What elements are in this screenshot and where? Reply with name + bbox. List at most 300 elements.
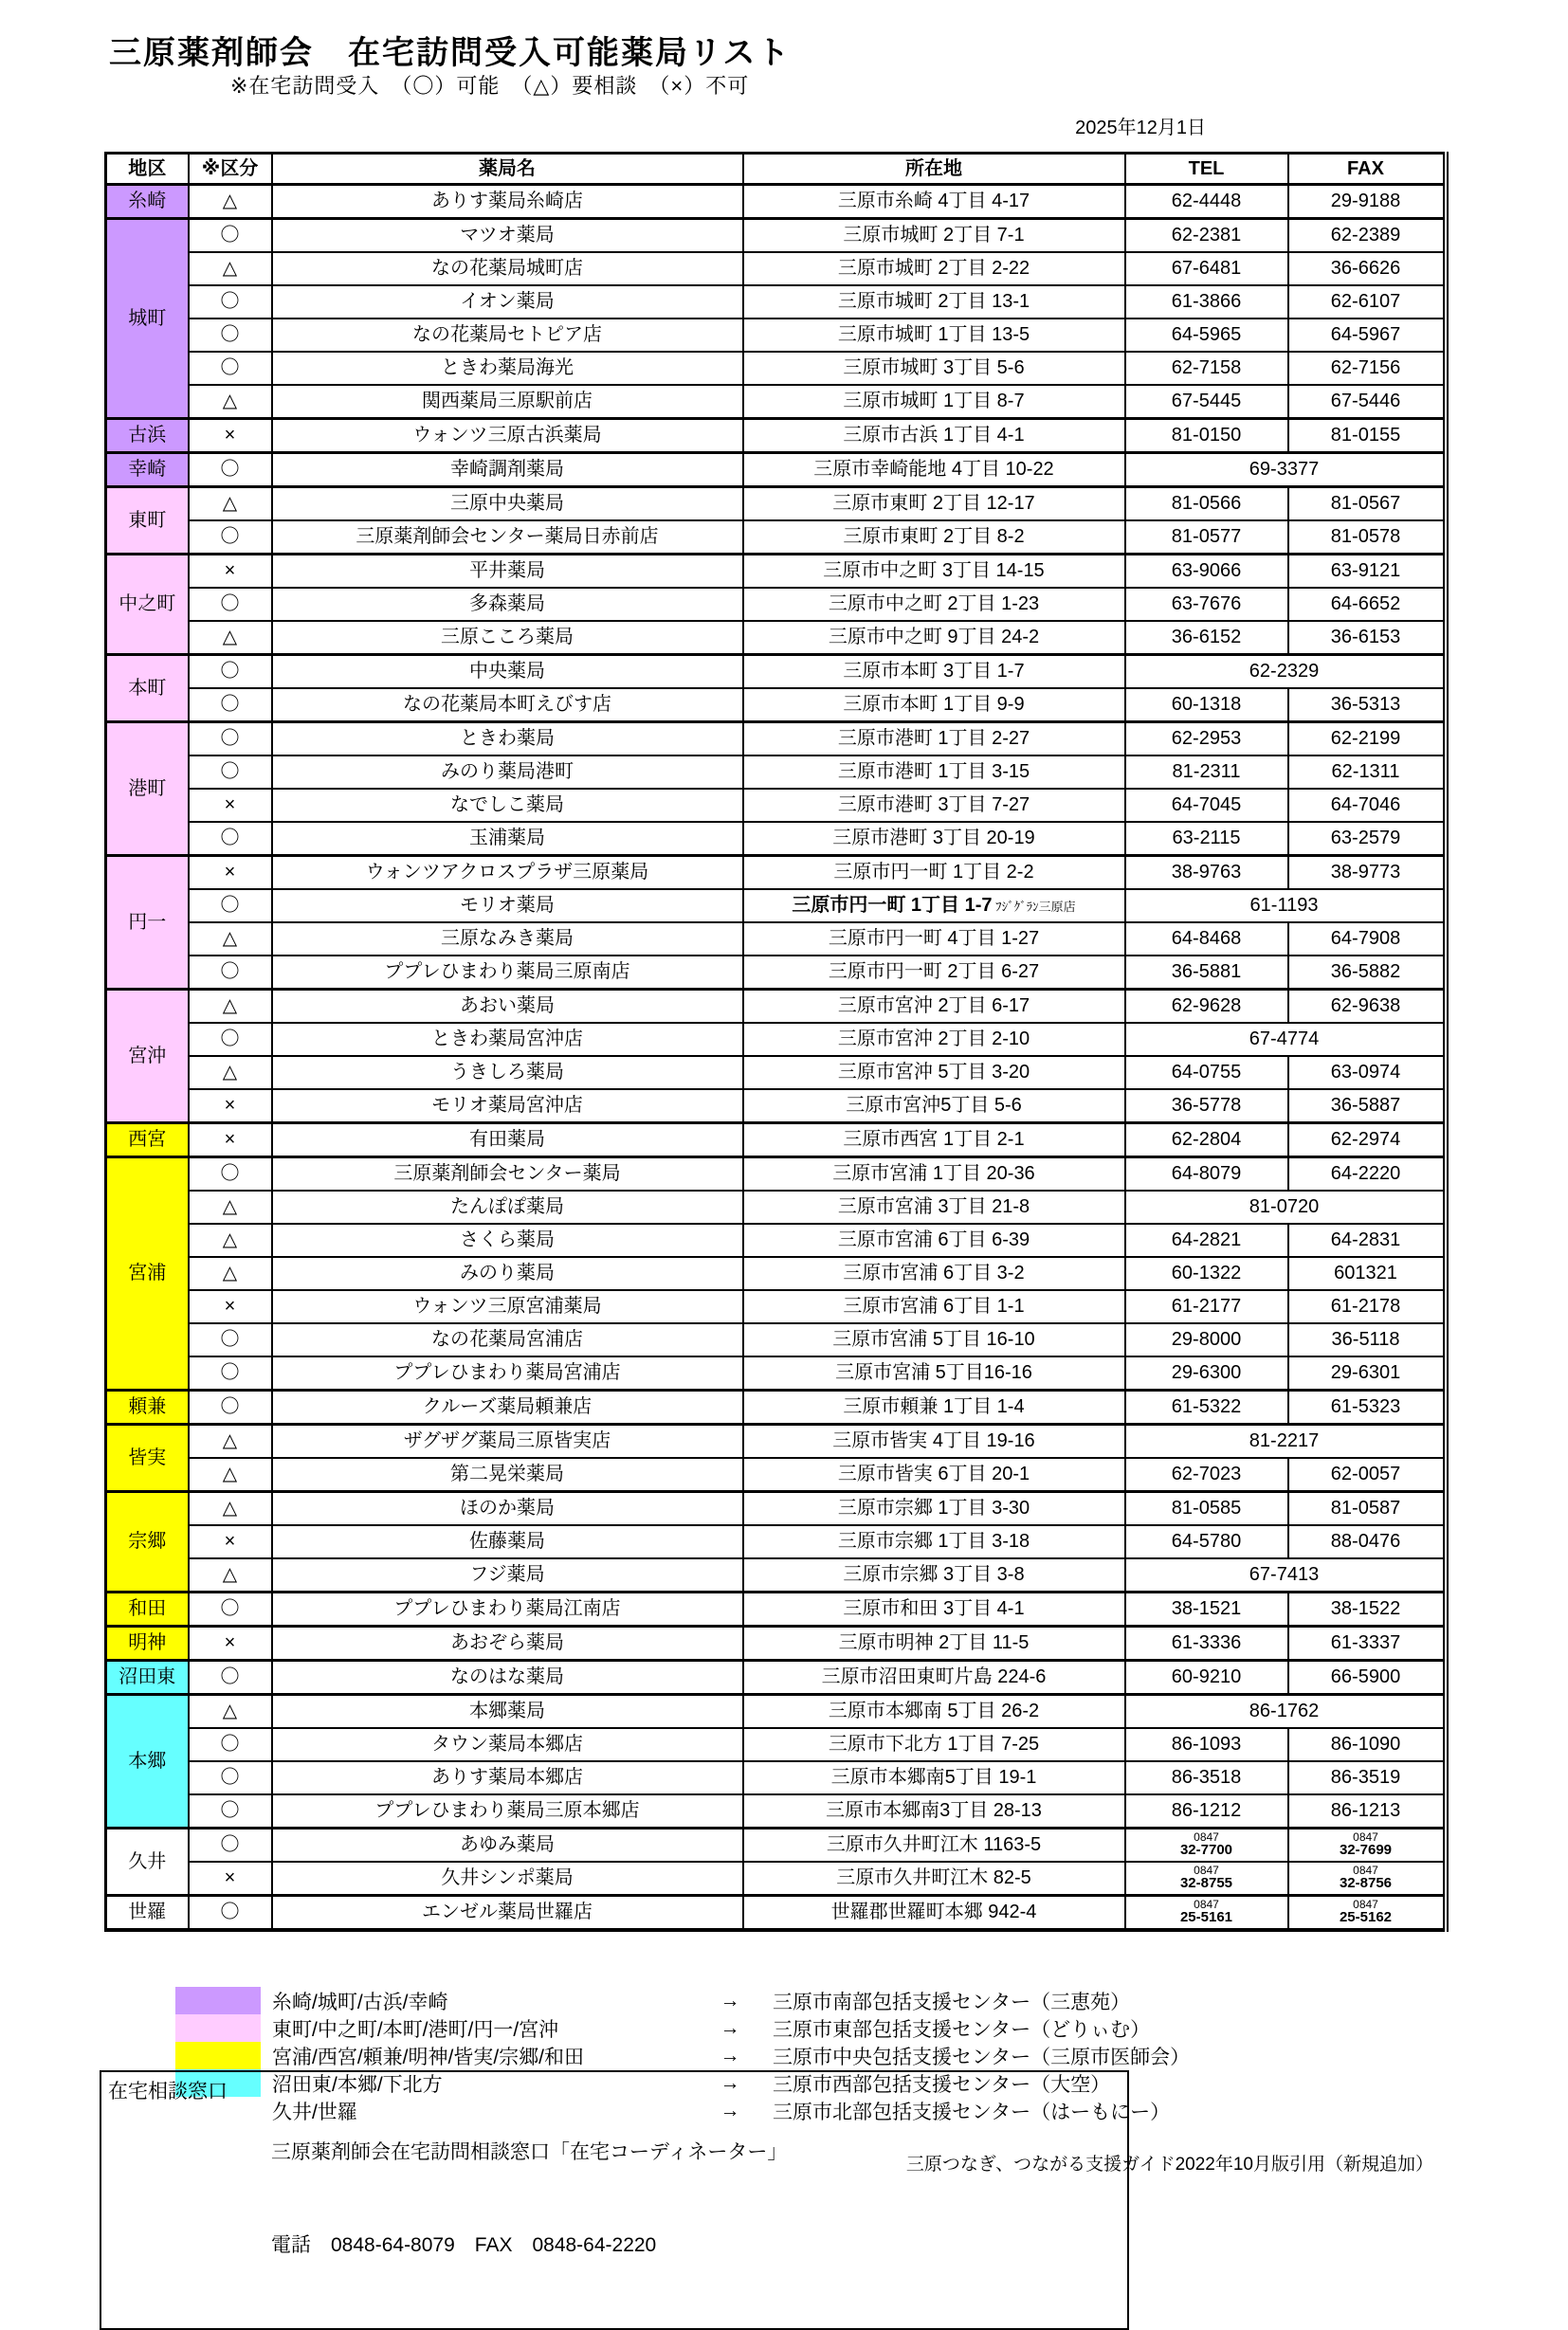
visit-mark-cell: △ <box>189 1056 272 1089</box>
address-cell <box>743 1023 1125 1056</box>
address-text: 三原市東町 2丁目 12-17 <box>832 493 1035 514</box>
address-text: 三原市皆実 6丁目 20-1 <box>837 1464 1030 1484</box>
address-cell <box>743 1525 1125 1558</box>
tel-cell: 81-2311 <box>1125 755 1288 789</box>
tel-cell: 62-7158 <box>1125 352 1288 385</box>
address-cell <box>743 1593 1125 1627</box>
address-cell <box>743 385 1125 419</box>
tel-cell: 64-7045 <box>1125 789 1288 822</box>
visit-mark-cell: 〇 <box>189 956 272 990</box>
pharmacy-name-cell: 有田薬局 <box>272 1123 743 1157</box>
tel-cell: 81-0577 <box>1125 520 1288 555</box>
visit-mark-cell: △ <box>189 1492 272 1526</box>
address-text: 三原市宮浦 1丁目 20-36 <box>832 1163 1035 1184</box>
arrow-right-icon: → <box>720 2071 740 2094</box>
fax-cell: 81-0155 <box>1288 419 1446 453</box>
district-cell: 久井 <box>106 1829 189 1896</box>
address-text: 三原市港町 3丁目 7-27 <box>837 794 1030 815</box>
table-row <box>106 722 1446 756</box>
address-text: 三原市宮沖5丁目 5-6 <box>846 1095 1022 1116</box>
visit-mark-cell: 〇 <box>189 453 272 487</box>
tel-cell: 86-3518 <box>1125 1761 1288 1794</box>
pharmacy-name-cell: エンゼル薬局世羅店 <box>272 1896 743 1931</box>
address-text: 三原市久井町江木 82-5 <box>836 1867 1031 1888</box>
address-text: 三原市港町 1丁目 3-15 <box>837 761 1030 782</box>
tel-cell: 61-3336 <box>1125 1627 1288 1661</box>
address-cell <box>743 285 1125 319</box>
tel-cell: 29-8000 <box>1125 1323 1288 1356</box>
address-cell <box>743 1425 1125 1459</box>
fax-cell: 63-0974 <box>1288 1056 1446 1089</box>
tel-cell: 63-7676 <box>1125 588 1288 621</box>
tel-fax-merged-cell: 86-1762 <box>1125 1695 1446 1729</box>
table-row <box>106 922 1446 956</box>
address-text: 三原市本郷南3丁目 28-13 <box>826 1800 1042 1821</box>
address-cell <box>743 1829 1125 1863</box>
table-row <box>106 1862 1446 1896</box>
document-date: 2025年12月1日 <box>1075 118 1206 138</box>
table-row <box>106 1257 1446 1290</box>
tel-cell: 63-2115 <box>1125 822 1288 856</box>
arrow-right-icon: → <box>720 1989 740 2011</box>
pharmacy-name-cell: フジ薬局 <box>272 1558 743 1593</box>
fax-cell <box>1288 1829 1446 1863</box>
visit-mark-cell: × <box>189 1123 272 1157</box>
fax-cell: 62-2974 <box>1288 1123 1446 1157</box>
fax-cell: 36-6153 <box>1288 621 1446 655</box>
fax-cell-number: 32-7699 <box>1339 1842 1393 1859</box>
address-cell <box>743 688 1125 722</box>
visit-mark-cell: △ <box>189 1257 272 1290</box>
tel-cell: 64-8468 <box>1125 922 1288 956</box>
tel-cell-number: 25-5161 <box>1179 1909 1233 1926</box>
fax-cell: 36-5882 <box>1288 956 1446 990</box>
pharmacy-name-cell: 三原薬剤師会センター薬局 <box>272 1157 743 1192</box>
visit-mark-cell: × <box>189 789 272 822</box>
tel-cell-number: 32-7700 <box>1179 1842 1233 1859</box>
address-cell <box>743 1896 1125 1931</box>
tel-cell: 60-9210 <box>1125 1661 1288 1695</box>
fax-cell: 36-5887 <box>1288 1089 1446 1123</box>
tel-fax-merged-cell: 81-0720 <box>1125 1191 1446 1224</box>
table-row <box>106 1224 1446 1257</box>
tel-cell: 62-7023 <box>1125 1458 1288 1492</box>
address-cell <box>743 1224 1125 1257</box>
address-cell <box>743 1123 1125 1157</box>
address-text: 三原市宗郷 1丁目 3-30 <box>837 1498 1030 1519</box>
table-row <box>106 889 1446 922</box>
address-text: 三原市宮浦 6丁目 1-1 <box>843 1296 1025 1317</box>
table-row <box>106 385 1446 419</box>
address-cell <box>743 185 1125 219</box>
tel-cell: 60-1322 <box>1125 1257 1288 1290</box>
address-text: 世羅郡世羅町本郷 942-4 <box>830 1902 1037 1922</box>
district-cell: 宮沖 <box>106 990 189 1123</box>
visit-mark-cell: △ <box>189 1224 272 1257</box>
district-cell: 本町 <box>106 655 189 722</box>
pharmacy-name-cell: あおぞら薬局 <box>272 1627 743 1661</box>
tel-fax-merged-cell: 81-2217 <box>1125 1425 1446 1459</box>
table-row <box>106 588 1446 621</box>
pharmacy-name-cell: なの花薬局城町店 <box>272 252 743 285</box>
district-cell: 頼兼 <box>106 1391 189 1425</box>
table-row <box>106 956 1446 990</box>
district-cell: 中之町 <box>106 555 189 655</box>
tel-cell: 61-2177 <box>1125 1290 1288 1323</box>
legend-support-center: 三原市中央包括支援センター（三原市医師会） <box>773 2046 1191 2068</box>
pharmacy-name-cell: ありす薬局糸崎店 <box>272 185 743 219</box>
address-text: 三原市古浜 1丁目 4-1 <box>843 425 1025 446</box>
table-row <box>106 185 1446 219</box>
visit-mark-cell: 〇 <box>189 285 272 319</box>
tel-cell: 67-5445 <box>1125 385 1288 419</box>
tel-cell: 67-6481 <box>1125 252 1288 285</box>
legend-color-swatch <box>175 1987 261 2014</box>
tel-cell: 36-6152 <box>1125 621 1288 655</box>
source-note: 三原つなぎ、つながる支援ガイド2022年10月版引用（新規追加） <box>905 2155 1433 2175</box>
address-cell <box>743 856 1125 890</box>
visit-mark-cell: × <box>189 1089 272 1123</box>
address-text: 三原市城町 2丁目 13-1 <box>837 291 1030 312</box>
table-row <box>106 1023 1446 1056</box>
visit-mark-cell: 〇 <box>189 352 272 385</box>
visit-mark-cell: × <box>189 1627 272 1661</box>
table-row <box>106 1558 1446 1593</box>
contact-line2: 電話 0848-64-8079 FAX 0848-64-2220 <box>271 2233 657 2256</box>
address-text: 三原市皆実 4丁目 19-16 <box>832 1430 1035 1451</box>
visit-mark-cell: △ <box>189 487 272 521</box>
tel-cell: 38-1521 <box>1125 1593 1288 1627</box>
visit-mark-cell: 〇 <box>189 889 272 922</box>
district-cell: 幸崎 <box>106 453 189 487</box>
visit-mark-cell: × <box>189 1862 272 1896</box>
pharmacy-name-cell: マツオ薬局 <box>272 219 743 253</box>
visit-mark-cell: 〇 <box>189 219 272 253</box>
fax-cell: 62-7156 <box>1288 352 1446 385</box>
pharmacy-name-cell: ププレひまわり薬局宮浦店 <box>272 1356 743 1391</box>
visit-mark-cell: 〇 <box>189 1023 272 1056</box>
visit-mark-cell: 〇 <box>189 1593 272 1627</box>
tel-fax-merged-cell: 62-2329 <box>1125 655 1446 689</box>
district-cell: 皆実 <box>106 1425 189 1492</box>
fax-cell: 64-2831 <box>1288 1224 1446 1257</box>
table-row <box>106 555 1446 589</box>
district-cell: 和田 <box>106 1593 189 1627</box>
address-text: 三原市宗郷 1丁目 3-18 <box>837 1531 1030 1552</box>
address-text: 三原市幸崎能地 4丁目 10-22 <box>813 459 1054 480</box>
tel-cell: 62-4448 <box>1125 185 1288 219</box>
address-text: 三原市城町 2丁目 7-1 <box>843 225 1025 246</box>
address-cell <box>743 1558 1125 1593</box>
fax-cell: 67-5446 <box>1288 385 1446 419</box>
address-cell <box>743 487 1125 521</box>
address-text: 三原市本郷南 5丁目 26-2 <box>828 1701 1040 1721</box>
tel-cell: 64-8079 <box>1125 1157 1288 1192</box>
pharmacy-name-cell: 関西薬局三原駅前店 <box>272 385 743 419</box>
pharmacy-name-cell: 第二晃栄薬局 <box>272 1458 743 1492</box>
table-row <box>106 1425 1446 1459</box>
pharmacy-name-cell: ププレひまわり薬局三原本郷店 <box>272 1794 743 1829</box>
pharmacy-name-cell: 幸崎調剤薬局 <box>272 453 743 487</box>
visit-mark-cell: △ <box>189 185 272 219</box>
visit-mark-cell: 〇 <box>189 319 272 352</box>
visit-mark-cell: 〇 <box>189 1391 272 1425</box>
fax-cell: 63-9121 <box>1288 555 1446 589</box>
pharmacy-name-cell: ウォンツアクロスプラザ三原薬局 <box>272 856 743 890</box>
fax-cell <box>1288 1896 1446 1931</box>
header-cell: 所在地 <box>743 154 1125 185</box>
legend-row <box>175 2042 1190 2069</box>
address-text: 三原市城町 2丁目 2-22 <box>837 258 1030 279</box>
visit-mark-cell: 〇 <box>189 588 272 621</box>
legend-districts: 宮浦/西宮/頼兼/明神/皆実/宗郷/和田 <box>272 2046 585 2068</box>
table-row <box>106 1056 1446 1089</box>
table-row <box>106 1290 1446 1323</box>
visit-mark-cell: △ <box>189 385 272 419</box>
address-cell <box>743 1627 1125 1661</box>
table-row <box>106 1829 1446 1863</box>
fax-cell: 38-9773 <box>1288 856 1446 890</box>
address-cell <box>743 1695 1125 1729</box>
pharmacy-name-cell: 三原なみき薬局 <box>272 922 743 956</box>
visit-mark-cell: 〇 <box>189 1323 272 1356</box>
address-text: 三原市宮沖 5丁目 3-20 <box>837 1062 1030 1083</box>
pharmacy-name-cell: ププレひまわり薬局三原南店 <box>272 956 743 990</box>
address-cell <box>743 1356 1125 1391</box>
address-cell <box>743 1191 1125 1224</box>
table-row <box>106 822 1446 856</box>
fax-cell: 64-7046 <box>1288 789 1446 822</box>
fax-cell: 64-7908 <box>1288 922 1446 956</box>
tel-cell: 61-3866 <box>1125 285 1288 319</box>
address-cell <box>743 822 1125 856</box>
visit-mark-cell: 〇 <box>189 1728 272 1761</box>
fax-cell <box>1288 1862 1446 1896</box>
pharmacy-name-cell: さくら薬局 <box>272 1224 743 1257</box>
address-text: 三原市円一町 4丁目 1-27 <box>828 928 1040 949</box>
arrow-right-icon: → <box>720 2044 740 2066</box>
fax-cell: 29-6301 <box>1288 1356 1446 1391</box>
fax-cell: 62-0057 <box>1288 1458 1446 1492</box>
address-cell <box>743 889 1125 922</box>
visit-mark-cell: △ <box>189 1191 272 1224</box>
tel-cell-area-code: 0847 <box>1194 1830 1219 1845</box>
visit-mark-cell: × <box>189 1525 272 1558</box>
pharmacy-name-cell: 久井シンポ薬局 <box>272 1862 743 1896</box>
address-cell <box>743 1761 1125 1794</box>
tel-fax-merged-cell: 67-7413 <box>1125 1558 1446 1593</box>
address-text: 三原市下北方 1丁目 7-25 <box>828 1734 1040 1755</box>
district-cell: 城町 <box>106 219 189 419</box>
fax-cell: 64-2220 <box>1288 1157 1446 1192</box>
table-row <box>106 252 1446 285</box>
visit-mark-cell: △ <box>189 1458 272 1492</box>
fax-cell: 62-2389 <box>1288 219 1446 253</box>
pharmacy-name-cell: ウォンツ三原宮浦薬局 <box>272 1290 743 1323</box>
table-header-row <box>106 154 1446 185</box>
address-cell <box>743 520 1125 555</box>
address-cell <box>743 1157 1125 1192</box>
district-cell: 宮浦 <box>106 1157 189 1391</box>
address-text: 三原市宮浦 3丁目 21-8 <box>837 1196 1030 1217</box>
legend-row <box>175 1987 1190 2014</box>
tel-cell: 62-2381 <box>1125 219 1288 253</box>
tel-cell: 64-5965 <box>1125 319 1288 352</box>
fax-cell: 36-5118 <box>1288 1323 1446 1356</box>
address-cell <box>743 922 1125 956</box>
fax-cell: 36-5313 <box>1288 688 1446 722</box>
fax-cell: 86-3519 <box>1288 1761 1446 1794</box>
table-row <box>106 1123 1446 1157</box>
pharmacy-name-cell: なでしこ薬局 <box>272 789 743 822</box>
address-cell <box>743 1257 1125 1290</box>
pharmacy-name-cell: 玉浦薬局 <box>272 822 743 856</box>
visit-mark-cell: 〇 <box>189 822 272 856</box>
table-row <box>106 219 1446 253</box>
arrow-right-icon: → <box>720 2099 740 2121</box>
table-row <box>106 1458 1446 1492</box>
address-cell <box>743 755 1125 789</box>
pharmacy-name-cell: ウォンツ三原古浜薬局 <box>272 419 743 453</box>
address-cell <box>743 419 1125 453</box>
fax-cell: 88-0476 <box>1288 1525 1446 1558</box>
district-cell: 円一 <box>106 856 189 990</box>
pharmacy-name-cell: ときわ薬局宮沖店 <box>272 1023 743 1056</box>
fax-cell: 63-2579 <box>1288 822 1446 856</box>
tel-cell: 62-2804 <box>1125 1123 1288 1157</box>
pharmacy-name-cell: 多森薬局 <box>272 588 743 621</box>
address-text: 三原市円一町 1丁目 2-2 <box>833 862 1034 883</box>
table-row <box>106 1391 1446 1425</box>
address-text: 三原市宮浦 6丁目 3-2 <box>843 1263 1025 1283</box>
address-text: 三原市久井町江木 1163-5 <box>826 1834 1042 1855</box>
tel-cell <box>1125 1862 1288 1896</box>
tel-cell: 81-0150 <box>1125 419 1288 453</box>
pharmacy-name-cell: ププレひまわり薬局江南店 <box>272 1593 743 1627</box>
tel-cell <box>1125 1896 1288 1931</box>
fax-cell-area-code: 0847 <box>1353 1864 1378 1878</box>
fax-cell: 61-5323 <box>1288 1391 1446 1425</box>
address-text: 三原市宮浦 5丁目 16-10 <box>832 1329 1035 1350</box>
tel-cell: 63-9066 <box>1125 555 1288 589</box>
table-row <box>106 319 1446 352</box>
address-cell <box>743 621 1125 655</box>
tel-cell: 81-0585 <box>1125 1492 1288 1526</box>
visit-mark-cell: △ <box>189 990 272 1024</box>
district-cell: 古浜 <box>106 419 189 453</box>
table-row <box>106 990 1446 1024</box>
address-text: 三原市中之町 9丁目 24-2 <box>828 627 1040 647</box>
address-text: 三原市沼田東町片島 224-6 <box>821 1666 1047 1687</box>
visit-mark-cell: △ <box>189 621 272 655</box>
pharmacy-name-cell: みのり薬局 <box>272 1257 743 1290</box>
visit-mark-cell: × <box>189 1290 272 1323</box>
address-text: 三原市糸崎 4丁目 4-17 <box>837 191 1030 211</box>
address-cell <box>743 1089 1125 1123</box>
pharmacy-name-cell: 三原こころ薬局 <box>272 621 743 655</box>
visit-mark-cell: △ <box>189 922 272 956</box>
visit-mark-cell: 〇 <box>189 1829 272 1863</box>
district-cell: 世羅 <box>106 1896 189 1931</box>
address-cell <box>743 1794 1125 1829</box>
visit-mark-cell: 〇 <box>189 1157 272 1192</box>
table-row <box>106 1089 1446 1123</box>
address-text: 三原市宗郷 3丁目 3-8 <box>843 1564 1025 1585</box>
address-cell <box>743 1458 1125 1492</box>
pharmacy-table-body <box>106 185 1446 1931</box>
tel-cell: 86-1212 <box>1125 1794 1288 1829</box>
address-cell <box>743 1323 1125 1356</box>
fax-cell: 601321 <box>1288 1257 1446 1290</box>
address-text: 三原市城町 1丁目 8-7 <box>843 391 1025 411</box>
address-text: 三原市和田 3丁目 4-1 <box>843 1598 1025 1619</box>
pharmacy-name-cell: たんぽぽ薬局 <box>272 1191 743 1224</box>
table-row <box>106 1525 1446 1558</box>
address-text: 三原市城町 3丁目 5-6 <box>843 357 1025 378</box>
table-row <box>106 1191 1446 1224</box>
table-row <box>106 453 1446 487</box>
address-text: 三原市港町 1丁目 2-27 <box>837 728 1030 749</box>
address-text: 三原市中之町 3丁目 14-15 <box>823 560 1045 581</box>
table-row <box>106 1794 1446 1829</box>
table-row <box>106 1695 1446 1729</box>
address-cell <box>743 352 1125 385</box>
district-cell: 本郷 <box>106 1695 189 1829</box>
address-cell <box>743 252 1125 285</box>
table-row <box>106 352 1446 385</box>
fax-cell-area-code: 0847 <box>1353 1898 1378 1912</box>
pharmacy-name-cell: なの花薬局宮浦店 <box>272 1323 743 1356</box>
table-row <box>106 1157 1446 1192</box>
fax-cell: 86-1213 <box>1288 1794 1446 1829</box>
pharmacy-name-cell: ときわ薬局 <box>272 722 743 756</box>
fax-cell: 61-2178 <box>1288 1290 1446 1323</box>
visit-mark-cell: 〇 <box>189 1356 272 1391</box>
table-row <box>106 789 1446 822</box>
table-row <box>106 1661 1446 1695</box>
fax-cell: 36-6626 <box>1288 252 1446 285</box>
address-cell <box>743 555 1125 589</box>
legend-color-swatch <box>175 2014 261 2042</box>
table-row <box>106 1896 1446 1931</box>
pharmacy-name-cell: 三原中央薬局 <box>272 487 743 521</box>
fax-cell-number: 25-5162 <box>1339 1909 1393 1926</box>
contact-line1: 三原薬剤師会在宅訪問相談窓口「在宅コーディネーター」 <box>271 2141 788 2164</box>
visit-mark-cell: × <box>189 419 272 453</box>
table-row <box>106 621 1446 655</box>
pharmacy-name-cell: うきしろ薬局 <box>272 1056 743 1089</box>
address-cell <box>743 990 1125 1024</box>
address-text: 三原市円一町 1丁目 1-7 <box>792 895 993 916</box>
address-text: 三原市本町 1丁目 9-9 <box>843 694 1025 715</box>
address-text: 三原市東町 2丁目 8-2 <box>843 526 1025 547</box>
pharmacy-table <box>104 152 1449 1932</box>
fax-cell: 66-5900 <box>1288 1661 1446 1695</box>
pharmacy-name-cell: 本郷薬局 <box>272 1695 743 1729</box>
arrow-right-icon: → <box>720 2016 740 2039</box>
fax-cell: 81-0587 <box>1288 1492 1446 1526</box>
district-cell: 港町 <box>106 722 189 856</box>
legend-districts: 糸崎/城町/古浜/幸崎 <box>272 1991 448 2013</box>
table-row <box>106 1492 1446 1526</box>
address-cell <box>743 219 1125 253</box>
address-cell <box>743 453 1125 487</box>
address-text: 三原市城町 1丁目 13-5 <box>837 324 1030 345</box>
address-cell <box>743 1290 1125 1323</box>
address-cell <box>743 1492 1125 1526</box>
pharmacy-name-cell: なのはな薬局 <box>272 1661 743 1695</box>
tel-fax-merged-cell: 69-3377 <box>1125 453 1446 487</box>
